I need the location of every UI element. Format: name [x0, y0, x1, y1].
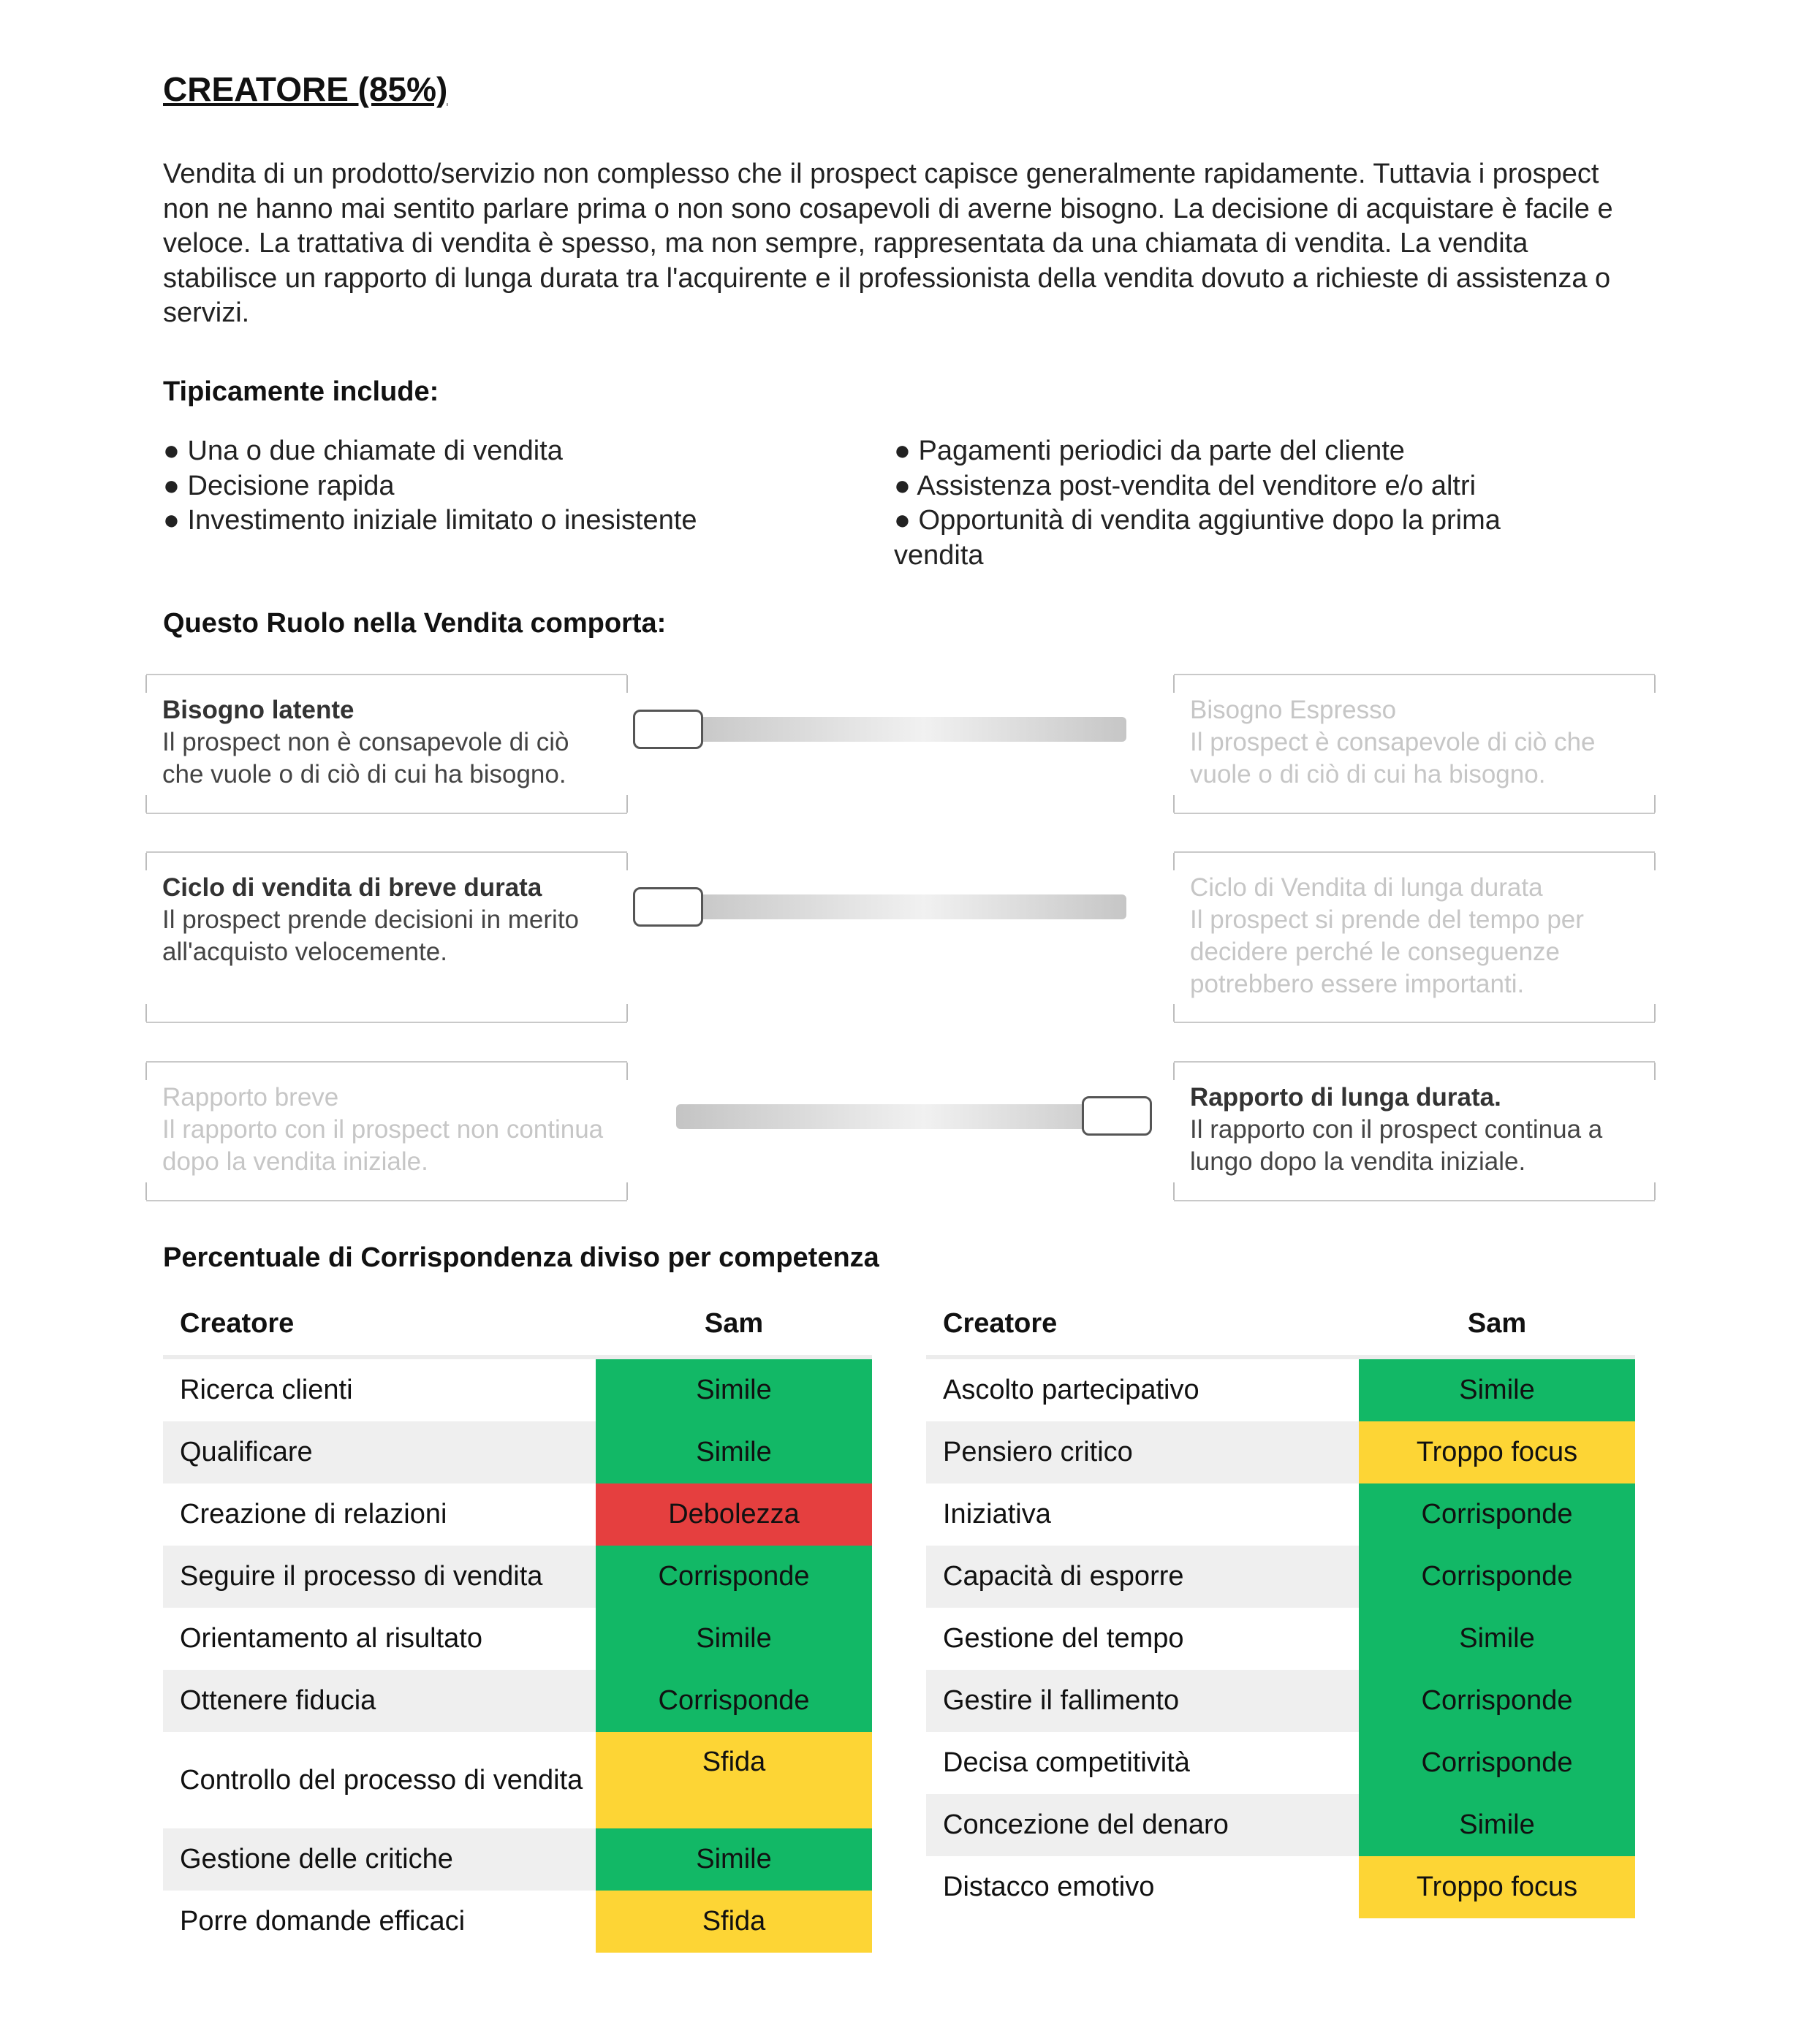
scale-1-track	[676, 717, 1126, 742]
table-row	[163, 1608, 872, 1670]
role-heading: Questo Ruolo nella Vendita comporta:	[163, 608, 667, 639]
skill-cell: Decisa competitività	[943, 1747, 1190, 1778]
table-row	[926, 1794, 1635, 1856]
list-item: ● Assistenza post-vendita del venditore e/o altri	[894, 470, 1476, 501]
scale-3-right-desc: Il rapporto con il prospect continua a lungo dopo la vendita iniziale.	[1190, 1115, 1603, 1176]
skill-cell: Capacità di esporre	[926, 1546, 1359, 1608]
page-title: CREATORE (85%)	[163, 70, 448, 108]
match-value-cell: Troppo focus	[1359, 1421, 1635, 1483]
scale-3-left-title: Rapporto breve	[162, 1083, 339, 1112]
skill-cell: Orientamento al risultato	[180, 1623, 482, 1654]
match-value-cell: Simile	[596, 1608, 872, 1670]
match-value-cell: Debolezza	[596, 1483, 872, 1546]
table-row	[163, 1483, 872, 1546]
skill-cell: Concezione del denaro	[926, 1794, 1359, 1856]
match-value-cell: Sfida	[596, 1732, 872, 1828]
scale-1-knob	[633, 710, 703, 749]
match-value-cell: Corrisponde	[1359, 1546, 1635, 1608]
table-row	[163, 1891, 872, 1953]
includes-list-left	[163, 434, 697, 539]
table-row	[163, 1357, 872, 1421]
scale-1-right-title: Bisogno Espresso	[1190, 696, 1397, 724]
scale-2-left-title: Ciclo di vendita di breve durata	[162, 873, 542, 902]
includes-list-right	[894, 434, 1596, 573]
scale-1-left-box	[146, 674, 627, 814]
scale-2-right-box	[1174, 851, 1655, 1023]
table-row	[163, 1421, 872, 1483]
table-row	[926, 1856, 1635, 1918]
match-value-cell: Simile	[1359, 1794, 1635, 1856]
skill-cell: Qualificare	[163, 1421, 596, 1483]
scale-1-right-box	[1174, 674, 1655, 814]
list-item: ● Una o due chiamate di vendita	[163, 436, 563, 466]
table-row	[926, 1483, 1635, 1546]
column-header-sam: Sam	[596, 1292, 872, 1357]
match-value-cell: Simile	[1359, 1357, 1635, 1421]
skill-cell: Seguire il processo di vendita	[163, 1546, 596, 1608]
list-item: ● Investimento iniziale limitato o inesistente	[163, 505, 697, 536]
match-value-cell: Corrisponde	[1359, 1732, 1635, 1794]
intro-paragraph: Vendita di un prodotto/servizio non complesso che il prospect capisce generalmente rapidamente. Tuttavia i prospect non ne hanno mai sentito parlare prima o non sono cosapevoli di averne bisogno. La decisione di acquistare è facile e veloce. La trattativa di vendita è spesso, ma non sempre, rappresentata da una chiamata di vendita. La vendita stabilisce un rapporto di lunga durata tra l'acquirente e il professionista della vendita dovuto a richieste di assistenza o servizi.	[163, 159, 1613, 328]
match-table-left	[163, 1292, 872, 1953]
table-row	[163, 1828, 872, 1891]
match-value-cell: Troppo focus	[1359, 1856, 1635, 1918]
skill-cell: Ottenere fiducia	[163, 1670, 596, 1732]
table-row	[926, 1732, 1635, 1794]
match-value-cell: Corrisponde	[1359, 1483, 1635, 1546]
scale-1-left-desc: Il prospect non è consapevole di ciò che vuole o di ciò di cui ha bisogno.	[162, 728, 569, 789]
skill-cell: Ricerca clienti	[180, 1375, 353, 1405]
scale-3-knob	[1082, 1096, 1152, 1136]
match-value-cell: Simile	[596, 1421, 872, 1483]
match-table-right	[926, 1292, 1635, 1918]
column-header-sam: Sam	[1359, 1292, 1635, 1357]
match-value-cell: Corrisponde	[596, 1670, 872, 1732]
scale-2-right-title: Ciclo di Vendita di lunga durata	[1190, 873, 1543, 902]
scale-2-knob	[633, 887, 703, 927]
table-row	[163, 1670, 872, 1732]
match-value-cell: Simile	[596, 1357, 872, 1421]
includes-heading: Tipicamente include:	[163, 376, 439, 407]
table-row	[163, 1546, 872, 1608]
scale-2-left-box	[146, 851, 627, 1023]
table-header-row	[926, 1292, 1635, 1357]
scale-1-left-title: Bisogno latente	[162, 696, 355, 724]
scale-3-track	[676, 1104, 1126, 1129]
table-row	[926, 1357, 1635, 1421]
scale-2-right-desc: Il prospect si prende del tempo per decidere perché le conseguenze potrebbero essere importanti.	[1190, 905, 1584, 998]
column-header-creatore: Creatore	[163, 1292, 596, 1357]
table-row	[926, 1546, 1635, 1608]
match-value-cell: Sfida	[596, 1891, 872, 1953]
scale-1-right-desc: Il prospect è consapevole di ciò che vuole o di ciò di cui ha bisogno.	[1190, 728, 1596, 789]
table-row	[926, 1670, 1635, 1732]
skill-cell: Gestire il fallimento	[926, 1670, 1359, 1732]
column-header-creatore: Creatore	[926, 1292, 1359, 1357]
table-row	[163, 1732, 872, 1828]
skill-cell: Pensiero critico	[926, 1421, 1359, 1483]
skill-cell: Distacco emotivo	[943, 1872, 1155, 1902]
skill-cell: Porre domande efficaci	[180, 1906, 466, 1937]
skill-cell: Iniziativa	[943, 1499, 1051, 1530]
scale-3-left-desc: Il rapporto con il prospect non continua dopo la vendita iniziale.	[162, 1115, 604, 1176]
table-row	[926, 1421, 1635, 1483]
scale-3-right-title: Rapporto di lunga durata.	[1190, 1083, 1501, 1112]
list-item: ● Decisione rapida	[163, 470, 395, 501]
scale-3-left-box	[146, 1061, 627, 1201]
skill-cell: Controllo del processo di vendita	[180, 1765, 583, 1796]
scale-3-right-box	[1174, 1061, 1655, 1201]
skill-cell: Ascolto partecipativo	[943, 1375, 1199, 1405]
match-value-cell: Simile	[596, 1828, 872, 1891]
match-value-cell: Simile	[1359, 1608, 1635, 1670]
match-value-cell: Corrisponde	[596, 1546, 872, 1608]
table-row	[926, 1608, 1635, 1670]
skill-cell: Gestione delle critiche	[163, 1828, 596, 1891]
match-heading: Percentuale di Corrispondenza diviso per competenza	[163, 1242, 879, 1273]
list-item: ● Pagamenti periodici da parte del cliente	[894, 436, 1405, 466]
scale-2-track	[676, 894, 1126, 919]
skill-cell: Creazione di relazioni	[180, 1499, 447, 1530]
skill-cell: Gestione del tempo	[943, 1623, 1184, 1654]
table-header-row	[163, 1292, 872, 1357]
match-value-cell: Corrisponde	[1359, 1670, 1635, 1732]
list-item: ● Opportunità di vendita aggiuntive dopo la prima vendita	[894, 505, 1501, 571]
scale-2-left-desc: Il prospect prende decisioni in merito all'acquisto velocemente.	[162, 905, 580, 966]
